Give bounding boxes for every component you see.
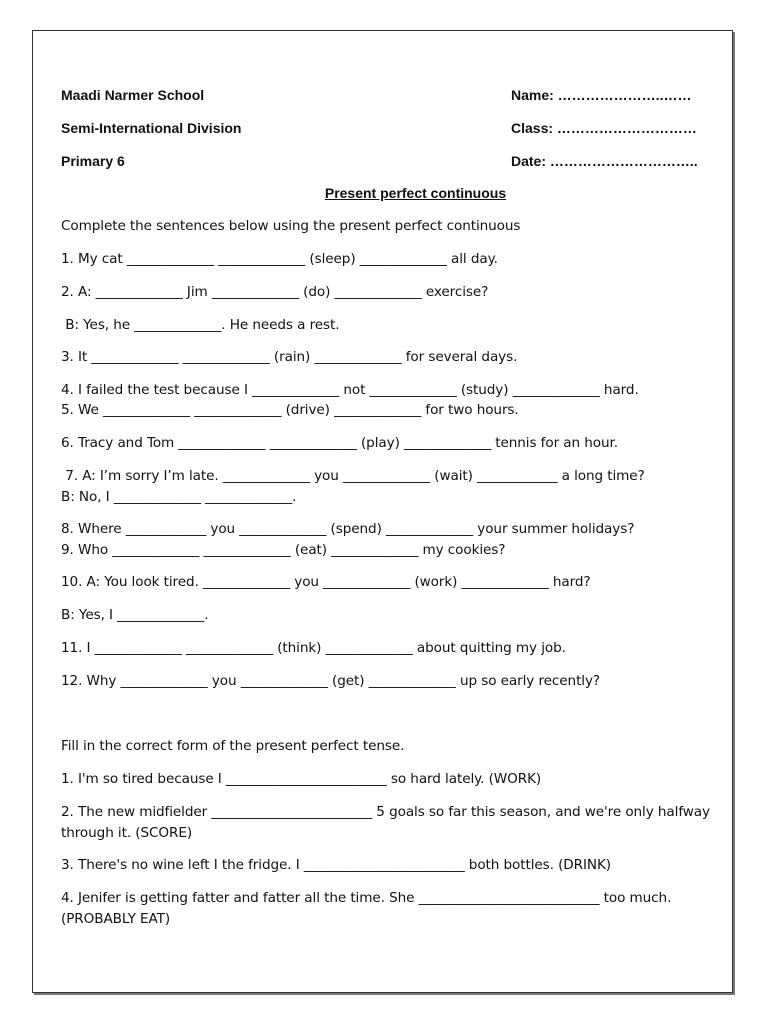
exercise-line[interactable]: 9. Who _____________ _____________ (eat) _____________ my cookies? [61, 542, 506, 558]
exercise-line[interactable]: 4. I failed the test because I _____________ not _____________ (study) _____________ hard. [61, 382, 639, 398]
worksheet-page [32, 30, 733, 993]
division-name: Semi-International Division [61, 120, 242, 136]
exercise-line[interactable]: 2. The new midfielder ________________________ 5 goals so far this season, and we're only halfway through it. (SCORE) [61, 804, 715, 841]
exercise-line[interactable]: 10. A: You look tired. _____________ you _____________ (work) _____________ hard? [61, 574, 591, 590]
section2-instruction: Fill in the correct form of the present perfect tense. [61, 738, 405, 754]
exercise-line[interactable]: 5. We _____________ _____________ (drive) _____________ for two hours. [61, 402, 519, 418]
section1-instruction: Complete the sentences below using the present perfect continuous [61, 218, 521, 234]
date-field[interactable]: Date: ………………………….. [511, 153, 698, 169]
class-field[interactable]: Class: ………………………… [511, 120, 697, 136]
exercise-line[interactable]: 7. A: I’m sorry I’m late. _____________ you _____________ (wait) ____________ a long time? [61, 468, 645, 484]
worksheet-title: Present perfect continuous [324, 185, 507, 201]
exercise-line[interactable]: B: No, I _____________ _____________. [61, 489, 297, 505]
exercise-line[interactable]: 4. Jenifer is getting fatter and fatter all the time. She ___________________________ too much. (PROBABLY EAT) [61, 890, 676, 927]
exercise-line[interactable]: 1. My cat _____________ _____________ (sleep) _____________ all day. [61, 251, 498, 267]
name-field[interactable]: Name: …………………..…… [511, 87, 692, 103]
exercise-line[interactable]: B: Yes, I _____________. [61, 607, 209, 623]
exercise-line[interactable]: 3. There's no wine left I the fridge. I ________________________ both bottles. (DRINK) [61, 857, 611, 873]
exercise-line[interactable]: 11. I _____________ _____________ (think) _____________ about quitting my job. [61, 640, 566, 656]
exercise-line[interactable]: 2. A: _____________ Jim _____________ (do) _____________ exercise? [61, 284, 489, 300]
exercise-line[interactable]: 8. Where ____________ you _____________ (spend) _____________ your summer holidays? [61, 521, 635, 537]
grade-label: Primary 6 [61, 153, 125, 169]
school-name: Maadi Narmer School [61, 87, 205, 103]
exercise-line[interactable]: 6. Tracy and Tom _____________ _____________ (play) _____________ tennis for an hour. [61, 435, 618, 451]
exercise-line[interactable]: B: Yes, he _____________. He needs a rest. [61, 317, 340, 333]
exercise-line[interactable]: 1. I'm so tired because I ________________________ so hard lately. (WORK) [61, 771, 542, 787]
exercise-line[interactable]: 3. It _____________ _____________ (rain) _____________ for several days. [61, 349, 518, 365]
exercise-line[interactable]: 12. Why _____________ you _____________ (get) _____________ up so early recently? [61, 673, 601, 689]
